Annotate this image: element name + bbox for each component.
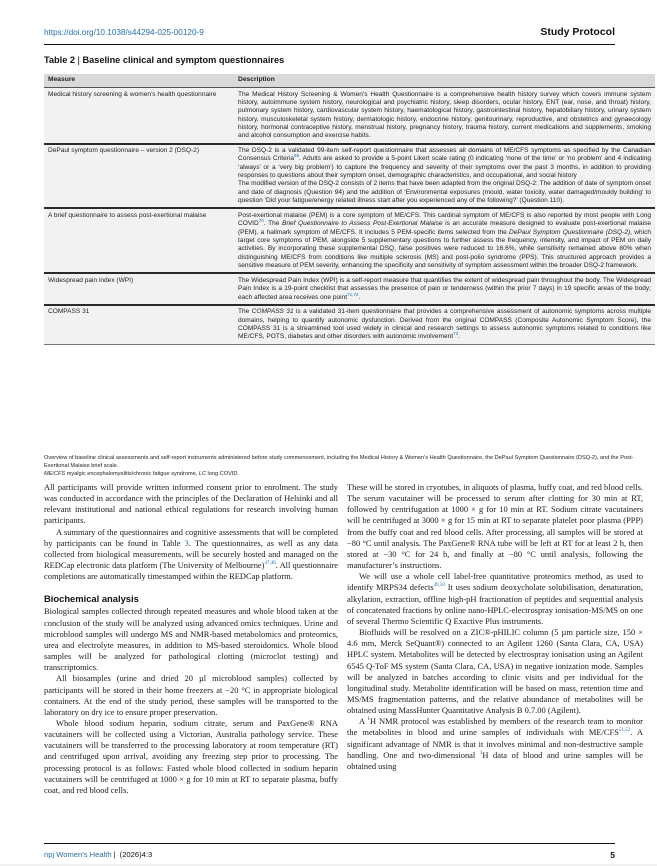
reference-link[interactable]: 73 [453, 331, 459, 337]
table-row [44, 88, 655, 144]
table-footnote [44, 454, 655, 479]
description-italic: DePaul Symptom Questionnaire (DSQ-2) [509, 228, 631, 236]
description-text: . Adults are asked to provide a 5-point Likert scale rating (0 indicating ‘none of the time’ or ‘no problem’ and 4 indicating ‘always’ or a ‘very big problem’) to capture the frequency and severity of their symptoms over the past 3 months, in addition to providing responses to questions about their symptom onset, demographic characteristics, and occupational, and social history [238, 155, 652, 180]
table-row [44, 144, 655, 209]
paragraph-text: It uses sodium deoxycholate solubilisation, denaturation, alkylation, extraction, offline high-pH fractionation of peptides and sequential analysis of concatenated fractions by online nano-HPLC-electrospray ionisation-MS/MS on one of several Thermo Scientific Q Exactive Plus instruments. [347, 582, 644, 626]
description-text: , which target core symptoms of PEM, alongside 5 supplementary questions to further assess the frequency, intensity, and impact of PEM on daily activities. By incorporating these supplemental DSQ, false positives were reduced to 16.6%, while sensitivity remained above 80% when distinguishing ME/CFS from conditions like multiple sclerosis (MS) and post-polio syndrome (PPS). This structured approach provides a sensitive measure of PEM severity, enhancing the specificity and sensitivity of symptom assessment within the broader DSQ-2 framework. [238, 228, 651, 270]
table-title [44, 55, 284, 65]
abbrev-term: LC [198, 471, 206, 478]
paragraph-text: A summary of the questionnaires and cognitive assessments that will be completed by participants can be found in Table [44, 526, 338, 548]
body-paragraph [44, 527, 338, 583]
reference-link[interactable]: 70 [258, 218, 264, 224]
description-text: is an accurate measure designed to evaluate post-exertional malaise (PEM), a hallmark symptom of ME/CFS. It includes 5 PEM-specific items selected from the [238, 220, 652, 236]
body-paragraph: Biological samples collected through repeated measures and whole blood taken at the conclusion of the study will be analyzed using advanced omics techniques. Urine and microblood samples will undergo MS and NMR-based metabolomics and proteomics, urea and electrolyte measures, in addition to MS-based steroidomics. Whole blood samples will be analyzed for pathological clotting (microclot testing) and transcriptomics. [44, 606, 338, 673]
table-header-row [44, 74, 655, 88]
reference-link[interactable]: 69 [294, 153, 300, 159]
page-header [44, 26, 615, 42]
description-text: The modified version of the DSQ-2 consists of 2 items that have been adapted from the original DSQ-2: The addition of date of symptom onset and date of diagnosis (Question 94) and the addition of ‘Environmental exposures (mould, water toxicity, water damaged/mouldy building’ to question ‘Did your fatigue/energy related illness start after you experienced any of the following?’ (Question 110). [238, 180, 651, 205]
abbrev-term: ME/CFS [44, 471, 66, 478]
table-reference-link[interactable]: 3 [184, 537, 189, 548]
paragraph-text: . The questionnaires, as well as any data collected from biological measurements, will be securely hosted and managed on the REDCap electronic data platform (The University of Melbourne) [44, 537, 338, 571]
description-cell: The Medical History Screening & Women’s Health Questionnaire is a comprehensive health history survey which covers immune system history, autoimmune system history, neurological and psychiatric history, sleep disorders, ocular history, ENT (ear, nose, and throat) history, pulmonary system history, cardiovascular system history, haematological history, gastrointestinal history, hepatobiliary history, urinary system history, musculoskeletal system history, dermatologic history, endocrine history, genitourinary, reproductive, and obstetrics and gynaecology history, hormonal contraceptive history, menstrual history, pregnancy history, trauma history, current medications and supplements, smoking and alcohol consumption and exercise habits. [234, 88, 655, 144]
description-cell [234, 208, 655, 273]
description-text: . The [263, 220, 282, 228]
paragraph-text: H NMR protocol was established by members of the research team to monitor the metabolites in blood and urine samples of individuals with ME/CFS [347, 716, 643, 738]
table-footnote-text: Overview of baseline clinical assessments and self-report instruments administered before study commencement, including the Medical History & Women’s Health Questionnaire, the DePaul Symptom Questionnaire (DSQ-2), and the Post-Exertional Malaise brief scale. [44, 455, 634, 470]
header-divider [44, 44, 615, 45]
body-column-left [44, 482, 338, 796]
description-cell [234, 305, 655, 344]
footer-divider [44, 843, 615, 844]
page-number: 5 [610, 850, 615, 860]
description-italic: Brief Questionnaire to Assess Post-Exertional Malaise [281, 220, 443, 228]
column-header-description: Description [234, 74, 655, 88]
abbrev-definition: long COVID. [206, 471, 239, 478]
reference-link[interactable]: 51,52 [618, 728, 631, 734]
paragraph-text: H data of blood and urine samples will be obtained using [347, 749, 643, 771]
paragraph-text: We will use a whole cell label-free quantitative proteomics method, as used to identify MRPS34 defects [347, 571, 643, 593]
body-paragraph: Whole blood sodium heparin, sodium citrate, serum and PaxGene® RNA vacutainers will be collected using a Victorian, Australia pathology service. These vacutainers will be transferred to the processing laboratory at room temperature (RT) and centrifuged upon arrival, avoiding any freezing step prior to processing. The processing protocol is as follows: Fasted whole blood collected in sodium heparin vacutainers will be centrifuged at 1000 × g for 10 min at RT to separate plasma, buffy coat, and red blood cells. [44, 717, 338, 795]
body-paragraph: All biosamples (urine and dried 20 µl microblood samples) collected by participants will be stored in their home freezers at −20 °C in appropriate biological containers. At the end of the study period, these samples will be transported to the laboratory on dry ice to ensure proper preservation. [44, 673, 338, 717]
table-row [44, 273, 655, 305]
body-paragraph [347, 716, 643, 772]
table-abbreviations [44, 470, 655, 478]
description-text: Post-exertional malaise (PEM) is a core symptom of ME/CFS. This cardinal symptom of ME/CFS is also reported by most people with Long COVID [238, 211, 651, 228]
table-title-separator: | [77, 55, 80, 65]
superscript: 1 [479, 750, 483, 756]
superscript: 1 [367, 717, 370, 723]
description-text: The [238, 308, 252, 316]
table-label: Table 2 [44, 55, 75, 65]
measure-cell: Widespread pain index (WPI) [44, 273, 234, 305]
description-cell [234, 273, 655, 305]
questionnaire-table [44, 74, 655, 345]
paragraph-text: . All questionnaire completions are automatically timestamped within the REDCap platform. [44, 560, 338, 582]
description-text: . [458, 333, 460, 341]
citation-info: (2026)4:3 [117, 850, 153, 859]
column-header-measure: Measure [44, 74, 234, 88]
body-paragraph: These will be stored in cryotubes, in aliquots of plasma, buffy coat, and red blood cells. The serum vacutainer will be processed to serum after clotting for 30 min at RT, followed by centrifugation at 1000 × g for 10 min at RT. Sodium citrate vacutainers will be centrifuged at 3000 × g for 15 min at RT to separate platelet poor plasma (PPP) from the buffy coat and red blood cells. After processing, all samples will be stored at −80 °C until analysis. The PaxGene® RNA tube will be left at RT for at least 2 h, then stored at −30 °C for 24 h, and finally at −80 °C until analysis, following the manufacturer’s instructions. [347, 482, 643, 571]
table-row [44, 208, 655, 273]
page-footer [44, 850, 615, 862]
paragraph-text: . A significant advantage of NMR is that it involves minimal and non-destructive sample handling. One and two-dimensional [347, 727, 643, 760]
journal-name-link[interactable]: npj Women's Health [44, 850, 112, 859]
footer-separator: | [113, 850, 116, 859]
paragraph-text: A [359, 716, 368, 727]
measure-cell: A brief questionnaire to assess post-exertional malaise [44, 208, 234, 273]
measure-cell: DePaul symptom questionnaire – version 2 (DSQ-2) [44, 144, 234, 209]
reference-link[interactable]: 49,50 [433, 583, 445, 589]
description-italic: COMPASS 31 [251, 308, 294, 316]
description-cell [234, 144, 655, 209]
doi-link[interactable]: https://doi.org/10.1038/s44294-025-00120-9 [44, 28, 204, 37]
reference-link[interactable]: 71,72 [347, 291, 359, 297]
article-type: Study Protocol [540, 26, 615, 38]
table-title-text: Baseline clinical and symptom questionnaires [82, 55, 285, 65]
table-row [44, 305, 655, 344]
abbrev-definition: myalgic encephalomyelitis/chronic fatigue syndrome, [65, 471, 199, 478]
body-column-right [347, 482, 643, 772]
description-text: is a validated 31-item questionnaire that provides a comprehensive assessment of autonomic symptoms across multiple domains, helping to quantify autonomic dysfunction. Derived from the original COMPASS (Composite Autonomic Symptom Score), the COMPASS 31 is a streamlined tool used widely in clinical and research settings to assess autonomic symptoms related to conditions like ME/CFS, POTS, diabetes and other disorders with autonomic involvement [238, 308, 651, 341]
body-paragraph [347, 571, 643, 627]
body-paragraph: Biofluids will be resolved on a ZIC®-pHILIC column (5 µm particle size, 150 × 4.6 mm, Merck SeQuant®) connected to an Agilent 1260 (Santa Clara, CA, USA) HPLC system. Metabolites will be detected by electrospray ionisation using an Agilent 6545 Q-ToF MS system (Santa Clara, CA, USA) in negative ionization mode. Samples will be analyzed in batches according to clinic visits and per individual for the longitudinal study. Metabolite identification will be based on mass, retention time and MS/MS fragmentation patterns, and the relative abundance of metabolites will be obtained using MassHunter Quantitative Analysis B 0.7.00 (Agilent). [347, 627, 643, 716]
description-text: . [358, 293, 361, 301]
description-text: The DSQ-2 is a validated 99-item self-report questionnaire that assesses all domains of ME/CFS symptoms as specified by the Canadian Consensus Criteria [238, 147, 651, 163]
body-paragraph: All participants will provide written informed consent prior to enrolment. The study was conducted in accordance with the principles of the Declaration of Helsinki and all relevant institutional and national ethical regulations for research involving human participants. [44, 482, 338, 526]
reference-link[interactable]: 47,48 [264, 561, 276, 567]
measure-cell: COMPASS 31 [44, 305, 234, 344]
description-text: The Widespread Pain Index (WPI) is a self-report measure that quantifies the extent of widespread pain throughout the body. The Widespread Pain Index is a 19-point checklist that assesses the presence of pain or tenderness (within the prior 7 days) in 19 specific areas of the body; each affected area receives one point [238, 276, 651, 301]
section-heading: Biochemical analysis [44, 593, 139, 605]
measure-cell: Medical history screening & women’s health questionnaire [44, 88, 234, 144]
